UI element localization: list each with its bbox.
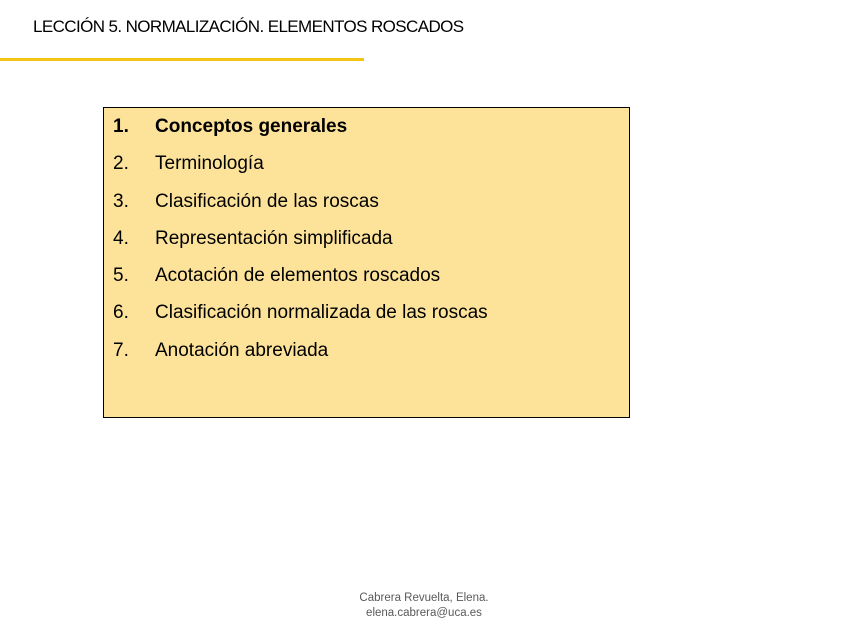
title-underline [0,58,364,61]
slide-footer [0,591,848,621]
topic-item-conceptos-generales [113,111,488,148]
footer-author: Cabrera Revuelta, Elena. [359,592,489,604]
topic-item-anotacion-abreviada [113,335,488,372]
topic-item-clasificacion-normalizada [113,297,488,334]
topic-item-terminologia [113,148,488,185]
topic-list [113,111,488,372]
topic-number: 2. [113,153,129,175]
topic-number: 4. [113,227,129,249]
topic-item-representacion-simplificada [113,223,488,260]
topic-number: 7. [113,339,129,361]
topic-label: Anotación abreviada [155,339,329,361]
topic-number: 6. [113,302,129,324]
slide-title: LECCIÓN 5. NORMALIZACIÓN. ELEMENTOS ROSCADOS [33,17,464,36]
topic-label: Acotación de elementos roscados [155,265,441,287]
footer-email: elena.cabrera@uca.es [366,607,482,619]
topic-number: 1. [113,116,129,137]
topic-number: 3. [113,190,129,212]
outline-box [103,107,630,418]
topic-item-clasificacion-roscas [113,186,488,223]
topic-number: 5. [113,265,129,287]
topic-label: Conceptos generales [155,116,348,137]
topic-label: Clasificación de las roscas [155,190,379,212]
topic-label: Terminología [155,153,264,175]
topic-label: Representación simplificada [155,227,393,249]
topic-label: Clasificación normalizada de las roscas [155,302,488,324]
topic-item-acotacion [113,260,488,297]
